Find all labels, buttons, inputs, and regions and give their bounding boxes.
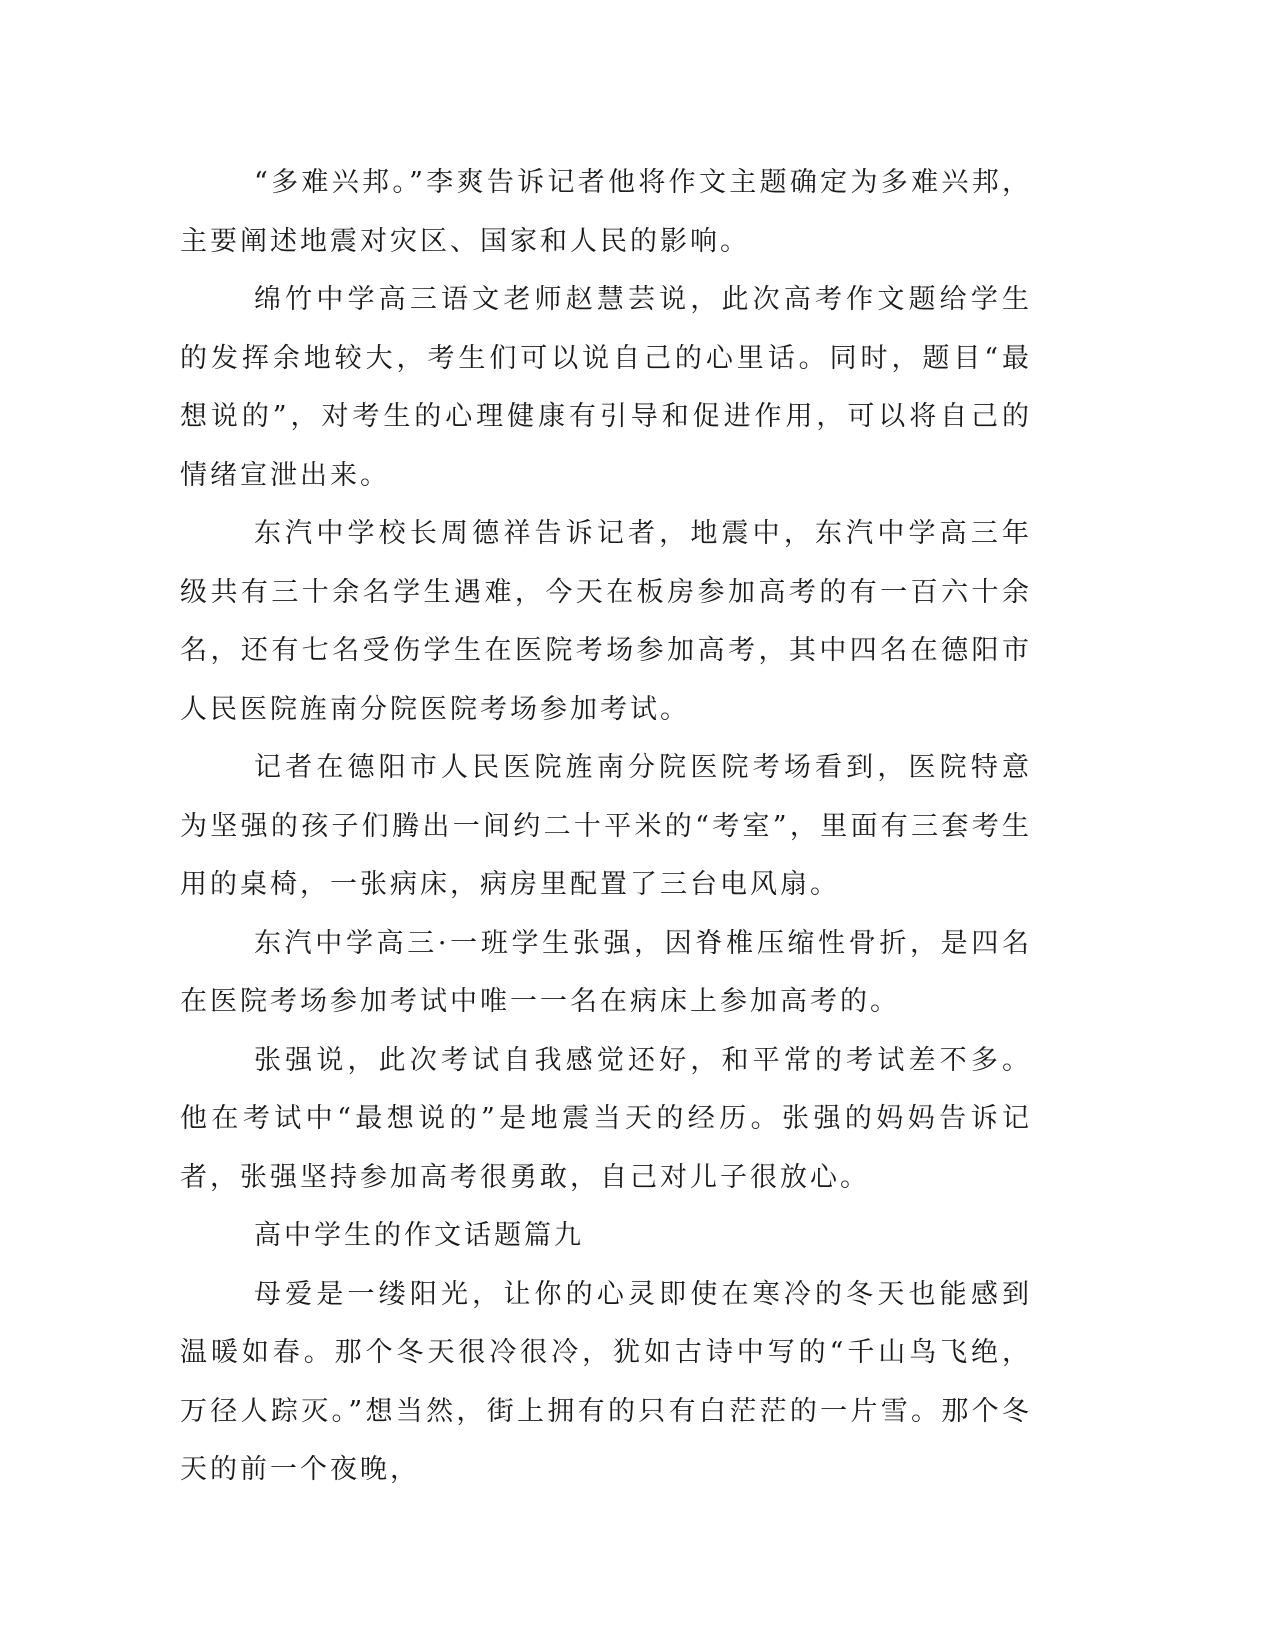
paragraph: 东汽中学校长周德祥告诉记者，地震中，东汽中学高三年级共有三十余名学生遇难，今天在板房参加高考的有一百六十余名，还有七名受伤学生在医院考场参加高考，其中四名在德阳市人民医院旌南分院医院考场参加考试。 [180,518,1032,725]
document-body [180,154,1032,1500]
paragraph: 母爱是一缕阳光，让你的心灵即使在寒冷的冬天也能感到温暖如春。那个冬天很冷很冷，犹如古诗中写的“千山鸟飞绝，万径人踪灭。”想当然，街上拥有的只有白茫茫的一片雪。那个冬天的前一个夜晚， [180,1278,1032,1485]
section-heading: 高中学生的作文话题篇九 [254,1220,584,1251]
paragraph: 记者在德阳市人民医院旌南分院医院考场看到，医院特意为坚强的孩子们腾出一间约二十平米的“考室”，里面有三套考生用的桌椅，一张病床，病房里配置了三台电风扇。 [180,752,1032,900]
paragraph: 绵竹中学高三语文老师赵慧芸说，此次高考作文题给学生的发挥余地较大，考生们可以说自己的心里话。同时，题目“最想说的”，对考生的心理健康有引导和促进作用，可以将自己的情绪宣泄出来。 [180,284,1032,491]
paragraph: 东汽中学高三·一班学生张强，因脊椎压缩性骨折，是四名在医院考场参加考试中唯一一名在病床上参加高考的。 [180,927,1032,1017]
paragraph: “多难兴邦。”李爽告诉记者他将作文主题确定为多难兴邦，主要阐述地震对灾区、国家和人民的影响。 [180,167,1032,257]
paragraph: 张强说，此次考试自我感觉还好，和平常的考试差不多。他在考试中“最想说的”是地震当天的经历。张强的妈妈告诉记者，张强坚持参加高考很勇敢，自己对儿子很放心。 [180,1044,1032,1193]
